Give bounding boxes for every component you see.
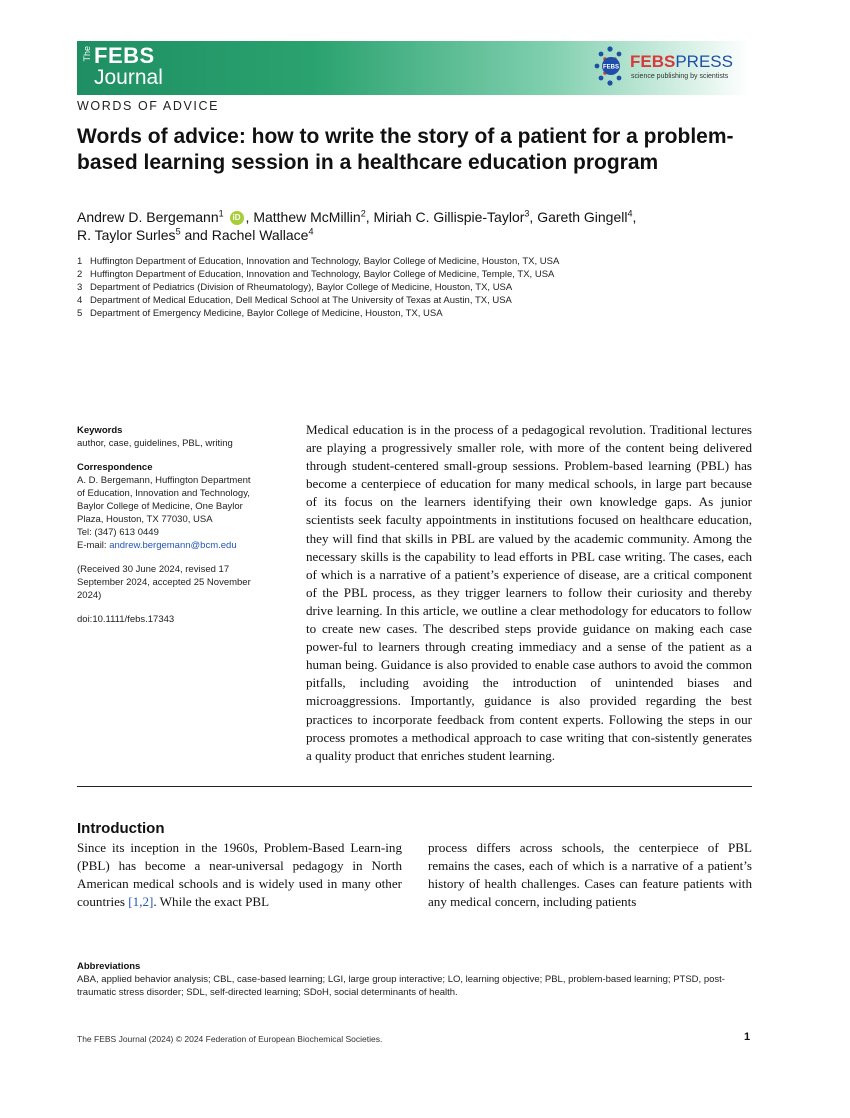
affiliation-item bbox=[77, 281, 777, 294]
affiliation-item bbox=[77, 268, 777, 281]
press-name bbox=[630, 53, 733, 71]
author-name: , Gareth Gingell bbox=[529, 209, 628, 225]
article-info-sidebar bbox=[77, 424, 287, 626]
intro-column-right: process differs across schools, the centerpiece of PBL remains the cases, each of which is a narrative of a patient’s history of health challenges. Cases can feature patients with any medical concern, including patients bbox=[428, 840, 752, 910]
affiliation-number: 2 bbox=[77, 269, 83, 280]
footer-copyright: The FEBS Journal (2024) © 2024 Federation of European Biochemical Societies. bbox=[77, 1034, 383, 1044]
article-title: Words of advice: how to write the story of a patient for a problem-based learning session in a healthcare education program bbox=[77, 125, 734, 174]
author-affil-sup: 5 bbox=[175, 226, 181, 237]
press-name-press: PRESS bbox=[675, 52, 733, 71]
email-link[interactable]: andrew.bergemann@bcm.edu bbox=[109, 540, 237, 551]
received-dates: 2024) bbox=[77, 590, 102, 601]
abbreviations-text: ABA, applied behavior analysis; CBL, case-based learning; LGI, large group interactive; LO, learning objective; PBL, problem-based learning; PTSD, post-traumatic stress disorder; SDL, self-directed learning; SDoH, social determinants of health. bbox=[77, 974, 725, 998]
section-divider bbox=[77, 786, 752, 787]
received-dates: September 2024, accepted 25 November bbox=[77, 577, 251, 588]
press-tagline: science publishing by scientists bbox=[631, 73, 729, 80]
section-label: WORDS OF ADVICE bbox=[77, 99, 220, 113]
affiliation-text: Huffington Department of Education, Innovation and Technology, Baylor College of Medicine, Houston, TX, USA bbox=[90, 256, 560, 267]
author-name: , Matthew McMillin bbox=[245, 209, 361, 225]
author-affil-sup: 4 bbox=[308, 226, 314, 237]
affiliation-number: 3 bbox=[77, 282, 83, 293]
affiliation-text: Department of Pediatrics (Division of Rheumatology), Baylor College of Medicine, Houston, TX, USA bbox=[90, 282, 513, 293]
author-affil-sup: 4 bbox=[627, 208, 633, 219]
correspondence-line: Plaza, Houston, TX 77030, USA bbox=[77, 514, 213, 525]
author-separator: , bbox=[632, 209, 637, 225]
page-number: 1 bbox=[744, 1031, 751, 1043]
affiliation-list bbox=[77, 255, 777, 320]
abstract-text: Medical education is in the process of a pedagogical revolution. Traditional lectures are playing a progressively smaller role, with more of the content being delivered through student-centered small-group sessions. Problem-based learning (PBL) has become a centerpiece of education for many medical schools, in large part because of its focus on the learners identifying their own knowledge gaps. As junior scientists seek faculty appointments in institutions focused on healthcare education, they will find that skills in PBL are valued by the academic community. Among the necessary skills is the capability to lead efforts in PBL case writing. The cases, each of which is a narrative of a patient’s experience of disease, are a critical component of the PBL process, as they trigger learners to follow their curiosity and thereby drive learning. In this article, we outline a clear methodology for educators to follow to create new cases. The described steps provide guidance on making each case power-ful to learners through creating immediacy and a sense of the patient as a human being. Guidance is also provided to enable case authors to avoid the common pitfalls, including avoiding the introduction of unintended biases and microaggressions. Importantly, guidance is also provided regarding the best practices to incorporate feedback from content experts. Following the steps in our process promotes a methodical approach to case writing that con-sistently generates a quality product that enriches student learning. bbox=[306, 422, 752, 763]
email-row bbox=[77, 539, 287, 552]
author-name: Rachel Wallace bbox=[211, 227, 309, 243]
author-affil-sup: 2 bbox=[360, 208, 366, 219]
affiliation-text: Department of Emergency Medicine, Baylor College of Medicine, Houston, TX, USA bbox=[90, 308, 443, 319]
citation-link[interactable]: [1,2] bbox=[128, 894, 154, 910]
press-logo-text: FEBS bbox=[602, 64, 620, 71]
affiliation-number: 4 bbox=[77, 295, 83, 306]
introduction-heading: Introduction bbox=[77, 820, 165, 837]
journal-logo-journal: Journal bbox=[94, 66, 163, 89]
author-and: and bbox=[180, 227, 212, 243]
telephone: Tel: (347) 613 0449 bbox=[77, 527, 159, 538]
journal-logo-febs: FEBS bbox=[94, 43, 155, 68]
correspondence-heading: Correspondence bbox=[77, 462, 153, 473]
author-name: R. Taylor Surles bbox=[77, 227, 176, 243]
correspondence-line: of Education, Innovation and Technology, bbox=[77, 488, 250, 499]
abbreviations-heading: Abbreviations bbox=[77, 961, 141, 972]
email-label: E-mail: bbox=[77, 540, 110, 551]
author-list bbox=[77, 208, 757, 244]
intro-text: Since its inception in the 1960s, Problem-Based Learn-ing (PBL) has become a near-universal pedagogy in North American medical schools and is widely used in many other countries bbox=[77, 840, 402, 910]
intro-column-left bbox=[77, 839, 402, 911]
received-dates: (Received 30 June 2024, revised 17 bbox=[77, 564, 230, 575]
affiliation-number: 5 bbox=[77, 308, 83, 319]
affiliation-text: Huffington Department of Education, Innovation and Technology, Baylor College of Medicine, Temple, TX, USA bbox=[90, 269, 555, 280]
affiliation-text: Department of Medical Education, Dell Medical School at The University of Texas at Austin, TX, USA bbox=[90, 295, 512, 306]
correspondence-line: Baylor College of Medicine, One Baylor bbox=[77, 501, 243, 512]
author-name: Andrew D. Bergemann bbox=[77, 209, 219, 225]
affiliation-item bbox=[77, 294, 777, 307]
febs-press-logo-icon bbox=[594, 45, 626, 89]
affiliation-item bbox=[77, 307, 777, 320]
intro-text: . While the exact PBL bbox=[153, 894, 270, 910]
keywords-text: author, case, guidelines, PBL, writing bbox=[77, 438, 233, 449]
author-name: , Miriah C. Gillispie-Taylor bbox=[365, 209, 525, 225]
correspondence-line: A. D. Bergemann, Huffington Department bbox=[77, 475, 251, 486]
author-affil-sup: 1 bbox=[218, 208, 224, 219]
affiliation-number: 1 bbox=[77, 256, 83, 267]
affiliation-item bbox=[77, 255, 777, 268]
doi: doi:10.1111/febs.17343 bbox=[77, 614, 175, 625]
author-affil-sup: 3 bbox=[524, 208, 530, 219]
orcid-icon[interactable]: iD bbox=[230, 211, 244, 225]
abbreviations-block bbox=[77, 960, 757, 999]
keywords-heading: Keywords bbox=[77, 425, 123, 436]
press-name-febs: FEBS bbox=[630, 52, 676, 71]
journal-the-text: The bbox=[82, 46, 92, 62]
